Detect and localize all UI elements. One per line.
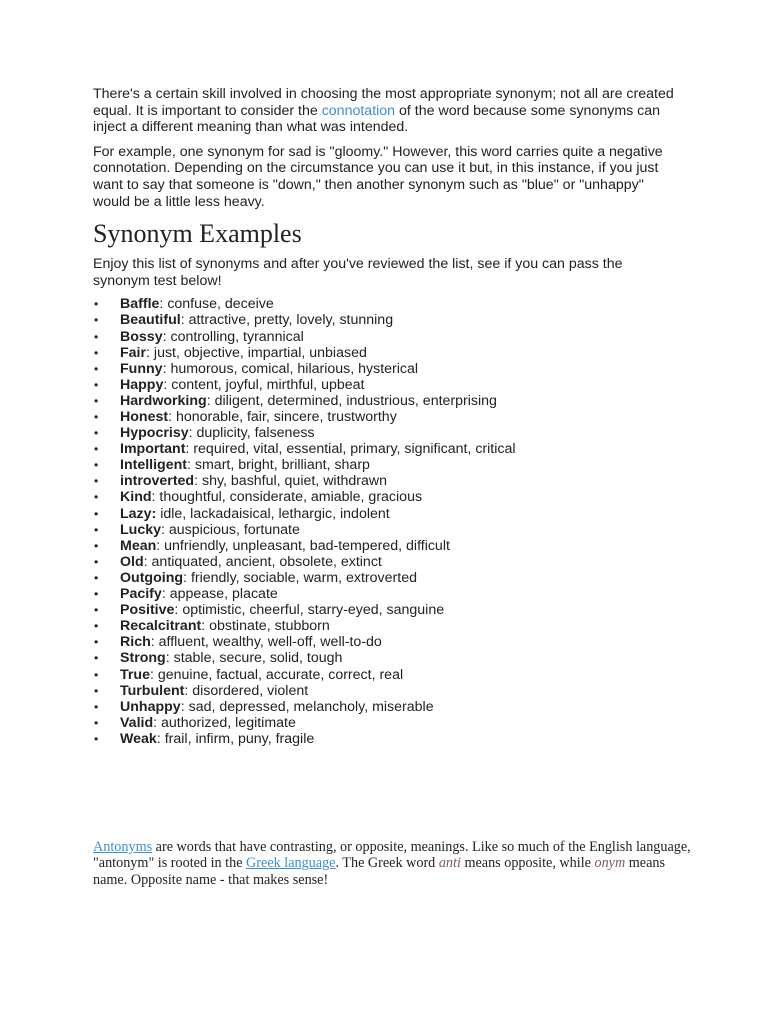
synonym-word: Lucky bbox=[120, 521, 162, 538]
synonym-separator: : bbox=[194, 473, 202, 490]
synonym-values: shy, bashful, quiet, withdrawn bbox=[202, 473, 388, 490]
synonym-separator: : bbox=[159, 296, 168, 313]
synonym-separator: : bbox=[180, 698, 189, 715]
synonym-separator: : bbox=[162, 328, 171, 345]
synonym-word: Valid bbox=[120, 714, 154, 731]
synonym-word: Lazy: bbox=[120, 505, 157, 522]
synonym-word: Baffle bbox=[120, 296, 160, 313]
list-item bbox=[93, 312, 683, 328]
synonym-separator: : bbox=[143, 553, 152, 570]
list-item bbox=[93, 554, 683, 570]
bullet-icon: • bbox=[94, 474, 99, 489]
synonym-word: Funny bbox=[120, 360, 163, 377]
bullet-icon: • bbox=[94, 635, 99, 650]
synonym-separator: : bbox=[183, 569, 191, 586]
synonym-values: required, vital, essential, primary, significant, critical bbox=[193, 441, 516, 458]
synonym-separator: : bbox=[185, 441, 194, 458]
bullet-icon: • bbox=[94, 361, 99, 376]
synonym-list bbox=[93, 296, 683, 747]
bullet-icon: • bbox=[94, 410, 99, 424]
list-item bbox=[93, 409, 683, 425]
bullet-icon: • bbox=[94, 313, 99, 328]
anti-word: anti bbox=[438, 855, 461, 872]
synonym-separator: : bbox=[201, 618, 210, 635]
synonym-values: smart, bright, brilliant, sharp bbox=[194, 457, 370, 474]
intro-paragraph-2: For example, one synonym for sad is "gloomy." However, this word carries quite a negative connotation. Depending on the circumstance you can use it but, in this instance, if you just want to say that someone is "down," then another synonym such as "blue" or "unhappy" would be a little less heavy. bbox=[93, 143, 663, 210]
synonym-separator: : bbox=[156, 730, 165, 747]
bullet-icon: • bbox=[94, 587, 99, 602]
list-item bbox=[93, 377, 683, 393]
synonym-word: Honest bbox=[120, 409, 169, 425]
list-item bbox=[93, 489, 683, 505]
list-item bbox=[93, 329, 683, 345]
list-item bbox=[93, 699, 683, 715]
bullet-icon: • bbox=[94, 345, 99, 360]
section-intro: Enjoy this list of synonyms and after you've reviewed the list, see if you can pass the synonym test below! bbox=[93, 256, 623, 289]
synonym-values: diligent, determined, industrious, enterprising bbox=[214, 392, 497, 409]
synonym-values: frail, infirm, puny, fragile bbox=[164, 730, 315, 747]
list-item bbox=[93, 441, 683, 457]
list-item bbox=[93, 731, 683, 747]
intro-text-1: There's a certain skill involved in choosing the most appropriate synonym; not all are created equal. It is important to consider the bbox=[93, 86, 674, 119]
synonym-values: stable, secure, solid, tough bbox=[173, 650, 343, 667]
bullet-icon: • bbox=[94, 651, 99, 666]
list-item bbox=[93, 425, 683, 441]
synonym-word: Outgoing bbox=[120, 569, 184, 586]
list-item bbox=[93, 457, 683, 473]
synonym-values: thoughtful, considerate, amiable, gracious bbox=[159, 489, 423, 506]
synonym-values: obstinate, stubborn bbox=[209, 618, 330, 635]
synonym-separator: : bbox=[165, 650, 174, 667]
bullet-icon: • bbox=[94, 458, 99, 473]
bullet-icon: • bbox=[94, 393, 99, 408]
list-item bbox=[93, 618, 683, 634]
synonym-separator: : bbox=[188, 425, 197, 442]
bullet-icon: • bbox=[94, 442, 99, 457]
onym-word: onym bbox=[594, 855, 626, 872]
synonym-values: content, joyful, mirthful, upbeat bbox=[171, 376, 365, 393]
synonym-separator: : bbox=[150, 634, 159, 651]
synonym-values: appease, placate bbox=[169, 586, 278, 603]
bullet-icon: • bbox=[94, 522, 99, 537]
list-item bbox=[93, 634, 683, 650]
list-item bbox=[93, 506, 683, 522]
synonym-values: disordered, violent bbox=[192, 682, 309, 699]
list-item bbox=[93, 345, 683, 361]
synonym-values: affluent, wealthy, well-off, well-to-do bbox=[158, 634, 382, 651]
synonym-word: True bbox=[120, 666, 150, 683]
synonym-separator: : bbox=[156, 537, 165, 554]
synonym-word: Turbulent bbox=[120, 682, 185, 699]
synonym-values: idle, lackadaisical, lethargic, indolent bbox=[160, 505, 390, 522]
bullet-icon: • bbox=[94, 715, 99, 730]
synonym-separator: : bbox=[149, 666, 158, 683]
synonym-separator: : bbox=[184, 682, 193, 699]
synonym-separator: : bbox=[168, 409, 176, 425]
bullet-icon: • bbox=[94, 426, 99, 441]
synonym-separator: : bbox=[163, 376, 172, 393]
bullet-icon: • bbox=[94, 377, 99, 392]
synonym-values: attractive, pretty, lovely, stunning bbox=[188, 312, 394, 329]
antonyms-text-2: . The Greek word bbox=[335, 855, 439, 872]
synonym-separator: : bbox=[146, 344, 154, 361]
synonym-word: Positive bbox=[120, 602, 175, 619]
synonym-word: Kind bbox=[120, 489, 152, 506]
bullet-icon: • bbox=[94, 699, 99, 714]
bullet-icon: • bbox=[94, 506, 99, 521]
synonym-separator: : bbox=[161, 586, 170, 603]
antonyms-link[interactable]: Antonyms bbox=[93, 839, 153, 855]
bullet-icon: • bbox=[94, 297, 99, 312]
synonym-separator: : bbox=[151, 489, 160, 506]
synonym-values: honorable, fair, sincere, trustworthy bbox=[175, 409, 397, 425]
list-item bbox=[93, 296, 683, 312]
intro-paragraph-1 bbox=[93, 86, 683, 136]
list-item bbox=[93, 667, 683, 683]
synonym-values: duplicity, falseness bbox=[196, 425, 315, 442]
bullet-icon: • bbox=[94, 538, 99, 553]
connotation-link[interactable]: connotation bbox=[321, 102, 396, 119]
synonym-separator: : bbox=[161, 521, 169, 538]
bullet-icon: • bbox=[94, 570, 99, 585]
synonym-values: controlling, tyrannical bbox=[170, 328, 304, 345]
synonym-word: Fair bbox=[120, 344, 147, 361]
synonym-separator: : bbox=[162, 360, 171, 377]
bullet-icon: • bbox=[94, 490, 99, 505]
antonyms-paragraph bbox=[93, 839, 693, 888]
bullet-icon: • bbox=[94, 667, 99, 682]
article-body bbox=[93, 86, 683, 747]
greek-language-link[interactable]: Greek language bbox=[246, 855, 336, 872]
list-item bbox=[93, 473, 683, 489]
synonym-word: Old bbox=[120, 553, 144, 570]
synonym-values: confuse, deceive bbox=[167, 296, 274, 313]
bullet-icon: • bbox=[94, 683, 99, 698]
synonym-word: Hypocrisy bbox=[120, 425, 189, 442]
synonym-word: Unhappy bbox=[120, 698, 181, 715]
synonym-separator: : bbox=[206, 392, 215, 409]
synonym-word: Bossy bbox=[120, 328, 163, 345]
synonym-word: introverted bbox=[120, 473, 195, 490]
synonym-word: Happy bbox=[120, 376, 164, 393]
list-item bbox=[93, 393, 683, 409]
synonym-separator: : bbox=[174, 602, 183, 619]
synonym-separator: : bbox=[187, 457, 195, 474]
antonyms-text-4: means name. Opposite name - that makes sense! bbox=[93, 855, 666, 888]
synonym-word: Pacify bbox=[120, 586, 162, 603]
synonym-word: Intelligent bbox=[120, 457, 187, 474]
list-item bbox=[93, 650, 683, 666]
list-item bbox=[93, 361, 683, 377]
bullet-icon: • bbox=[94, 731, 99, 746]
synonym-values: optimistic, cheerful, starry-eyed, sanguine bbox=[182, 602, 445, 619]
synonym-word: Beautiful bbox=[120, 312, 181, 329]
antonyms-text-3: means opposite, while bbox=[460, 855, 595, 872]
bullet-icon: • bbox=[94, 619, 99, 634]
synonym-word: Recalcitrant bbox=[120, 618, 202, 635]
list-item bbox=[93, 570, 683, 586]
synonym-values: just, objective, impartial, unbiased bbox=[153, 344, 367, 361]
list-item bbox=[93, 522, 683, 538]
bullet-icon: • bbox=[94, 554, 99, 569]
bullet-icon: • bbox=[94, 329, 99, 344]
list-item bbox=[93, 586, 683, 602]
synonym-values: sad, depressed, melancholy, miserable bbox=[188, 698, 434, 715]
synonym-values: authorized, legitimate bbox=[161, 714, 296, 731]
synonym-word: Strong bbox=[120, 650, 166, 667]
synonym-values: unfriendly, unpleasant, bad-tempered, difficult bbox=[164, 537, 450, 554]
synonym-values: antiquated, ancient, obsolete, extinct bbox=[151, 553, 382, 570]
synonym-word: Rich bbox=[120, 634, 151, 651]
synonym-values: friendly, sociable, warm, extroverted bbox=[190, 569, 417, 586]
intro-text-2: of the word because some synonyms can inject a different meaning than what was intended. bbox=[93, 102, 661, 136]
list-item bbox=[93, 715, 683, 731]
section-heading: Synonym Examples bbox=[93, 219, 302, 249]
synonym-word: Mean bbox=[120, 537, 157, 554]
synonym-separator: : bbox=[180, 312, 189, 329]
list-item bbox=[93, 602, 683, 618]
synonym-separator: : bbox=[153, 714, 162, 731]
synonym-word: Hardworking bbox=[120, 392, 207, 409]
bullet-icon: • bbox=[94, 603, 99, 618]
list-item bbox=[93, 538, 683, 554]
synonym-word: Weak bbox=[120, 730, 157, 747]
list-item bbox=[93, 683, 683, 699]
synonym-word: Important bbox=[120, 441, 186, 458]
synonym-values: humorous, comical, hilarious, hysterical bbox=[170, 360, 419, 377]
synonym-values: auspicious, fortunate bbox=[168, 521, 300, 538]
synonym-values: genuine, factual, accurate, correct, real bbox=[157, 666, 404, 683]
antonyms-text-1: are words that have contrasting, or opposite, meanings. Like so much of the English language, "antonym" is rooted in the bbox=[93, 839, 691, 872]
